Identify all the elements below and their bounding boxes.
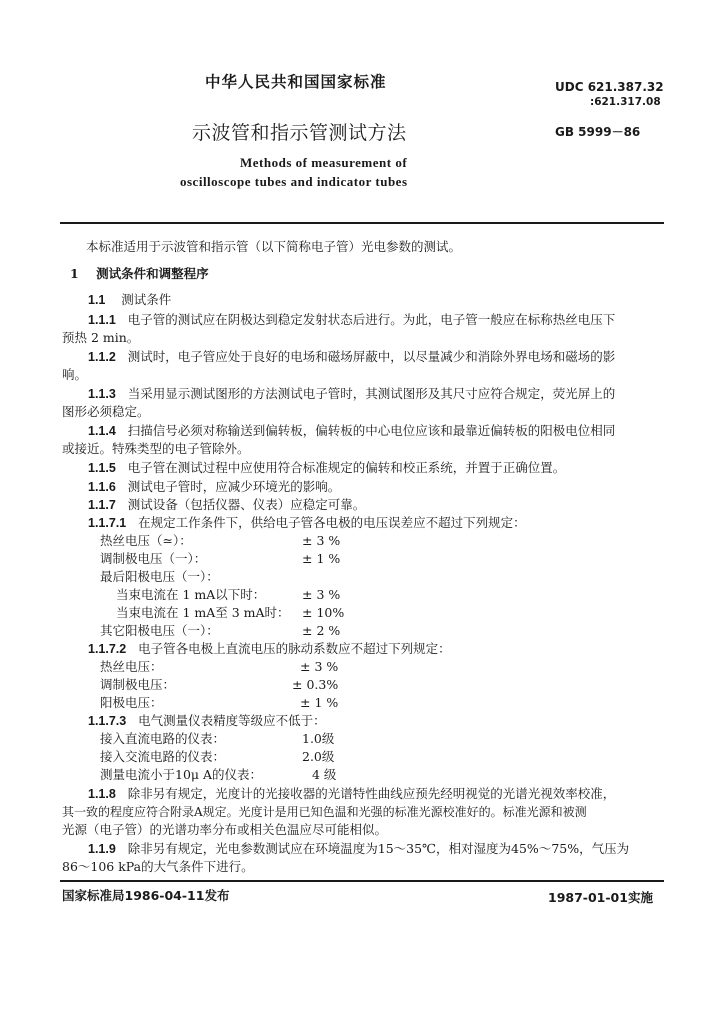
clause-1-1-2-cont: 响。 (62, 367, 88, 382)
spec-value: ± 1 % (302, 551, 341, 566)
clause-1-1-8 (88, 786, 615, 802)
clause-number: 1.1.1 (88, 313, 116, 327)
spec-label: 测量电流小于10μ A的仪表： (100, 767, 263, 782)
clause-text: 电子管在测试过程中应使用符合标准规定的偏转和校正系统，并置于正确位置。 (127, 460, 566, 475)
clause-number: 1.1.9 (88, 842, 116, 856)
spec-value: ± 0.3% (292, 677, 339, 692)
clause-1-1-8-cont: 其一致的程度应符合附录A规定。光度计是用已知色温和光强的标准光源校准好的。标准光源和被测 (62, 805, 587, 819)
clause-text: 除非另有规定，光电参数测试应在环境温度为15～35℃，相对湿度为45%～75%，气压为 (127, 841, 630, 856)
english-title-line1: Methods of measurement of (240, 155, 408, 170)
section-number: 1 (70, 266, 79, 281)
spec-value: 2.0级 (302, 749, 335, 764)
spec-label: 热丝电压（≃）： (100, 533, 192, 548)
spec-label: 阳极电压： (100, 695, 163, 710)
clause-number: 1.1.7.3 (88, 714, 127, 728)
spec-value: ± 10% (302, 605, 345, 620)
clause-1-1-3 (88, 386, 615, 402)
spec-label: 最后阳极电压（一）： (100, 569, 219, 584)
udc-code: UDC 621.387.32 (555, 80, 664, 94)
clause-1-1-7-3 (88, 713, 326, 729)
english-title-line2: oscilloscope tubes and indicator tubes (180, 174, 408, 189)
clause-1-1-9-cont: 86～106 kPa的大气条件下进行。 (62, 859, 254, 874)
clause-number: 1.1.7.2 (88, 642, 127, 656)
effective-date: 1987-01-01实施 (548, 890, 653, 905)
clause-number: 1.1.4 (88, 424, 116, 438)
clause-title: 测试条件 (121, 292, 172, 307)
spec-label: 调制极电压： (100, 677, 176, 692)
clause-1-1-7-1 (88, 515, 526, 531)
clause-1-1-5 (88, 460, 565, 476)
clause-number: 1.1 (88, 293, 106, 307)
spec-value: 4 级 (312, 767, 337, 782)
clause-1-1-6 (88, 479, 340, 495)
header-divider (60, 222, 664, 224)
clause-number: 1.1.3 (88, 387, 116, 401)
spec-value: ± 1 % (300, 695, 339, 710)
spec-label: 调制极电压（一）： (100, 551, 207, 566)
section-1-heading (70, 266, 209, 282)
clause-1-1-8-cont2: 光源（电子管）的光谱功率分布或相关色温应尽可能相似。 (62, 822, 388, 837)
clause-text: 扫描信号必须对称输送到偏转板，偏转板的中心电位应该和最靠近偏转板的阳极电位相同 (127, 423, 616, 438)
clause-1-1-9 (88, 841, 629, 857)
clause-number: 1.1.2 (88, 350, 116, 364)
intro-paragraph: 本标准适用于示波管和指示管（以下简称电子管）光电参数的测试。 (86, 239, 462, 254)
gb-number: GB 5999－86 (555, 125, 641, 139)
spec-label: 接入直流电路的仪表： (100, 731, 226, 746)
spec-value: 1.0级 (302, 731, 335, 746)
clause-text: 在规定工作条件下，供给电子管各电极的电压误差应不超过下列规定： (138, 515, 526, 530)
clause-1-1-4 (88, 423, 615, 439)
section-title: 测试条件和调整程序 (96, 266, 209, 281)
clause-1-1-7 (88, 497, 365, 513)
spec-label: 接入交流电路的仪表： (100, 749, 226, 764)
spec-value: ± 3 % (302, 587, 341, 602)
clause-text: 测试设备（包括仪器、仪表）应稳定可靠。 (127, 497, 366, 512)
clause-text: 测试电子管时，应减少环境光的影响。 (127, 479, 341, 494)
spec-label: 其它阳极电压（一）： (100, 623, 219, 638)
clause-1-1-4-cont: 或接近。特殊类型的电子管除外。 (62, 441, 250, 456)
clause-number: 1.1.6 (88, 480, 116, 494)
spec-label: 当束电流在 1 mA至 3 mA时： (116, 605, 290, 620)
spec-value: ± 3 % (302, 533, 341, 548)
clause-text: 电气测量仪表精度等级应不低于： (138, 713, 326, 728)
clause-1-1-1 (88, 312, 615, 328)
clause-number: 1.1.5 (88, 461, 116, 475)
clause-number: 1.1.8 (88, 787, 116, 801)
clause-text: 电子管的测试应在阴极达到稳定发射状态后进行。为此，电子管一般应在标称热丝电压下 (127, 312, 616, 327)
issue-date: 国家标准局1986-04-11发布 (62, 888, 230, 903)
clause-text: 测试时，电子管应处于良好的电场和磁场屏蔽中，以尽量减少和消除外界电场和磁场的影 (127, 349, 616, 364)
spec-label: 当束电流在 1 mA以下时： (116, 587, 266, 602)
clause-1-1-7-2 (88, 641, 451, 657)
spec-label: 热丝电压： (100, 659, 163, 674)
footer-divider (60, 880, 664, 882)
clause-text: 除非另有规定，光度计的光接收器的光谱特性曲线应预先经明视觉的光谱光视效率校准， (127, 786, 616, 801)
clause-1-1-3-cont: 图形必须稳定。 (62, 404, 150, 419)
doc-title: 示波管和指示管测试方法 (192, 122, 407, 144)
udc-code-sub: :621.317.08 (590, 96, 661, 108)
spec-value: ± 2 % (302, 623, 341, 638)
clause-number: 1.1.7 (88, 498, 116, 512)
spec-value: ± 3 % (300, 659, 339, 674)
clause-text: 电子管各电极上直流电压的脉动系数应不超过下列规定： (138, 641, 451, 656)
clause-number: 1.1.7.1 (88, 516, 127, 530)
clause-1-1-1-cont: 预热 2 min。 (62, 330, 140, 345)
org-title: 中华人民共和国国家标准 (205, 73, 387, 91)
clause-1-1 (88, 292, 171, 308)
clause-1-1-2 (88, 349, 615, 365)
clause-text: 当采用显示测试图形的方法测试电子管时，其测试图形及其尺寸应符合规定，荧光屏上的 (127, 386, 616, 401)
